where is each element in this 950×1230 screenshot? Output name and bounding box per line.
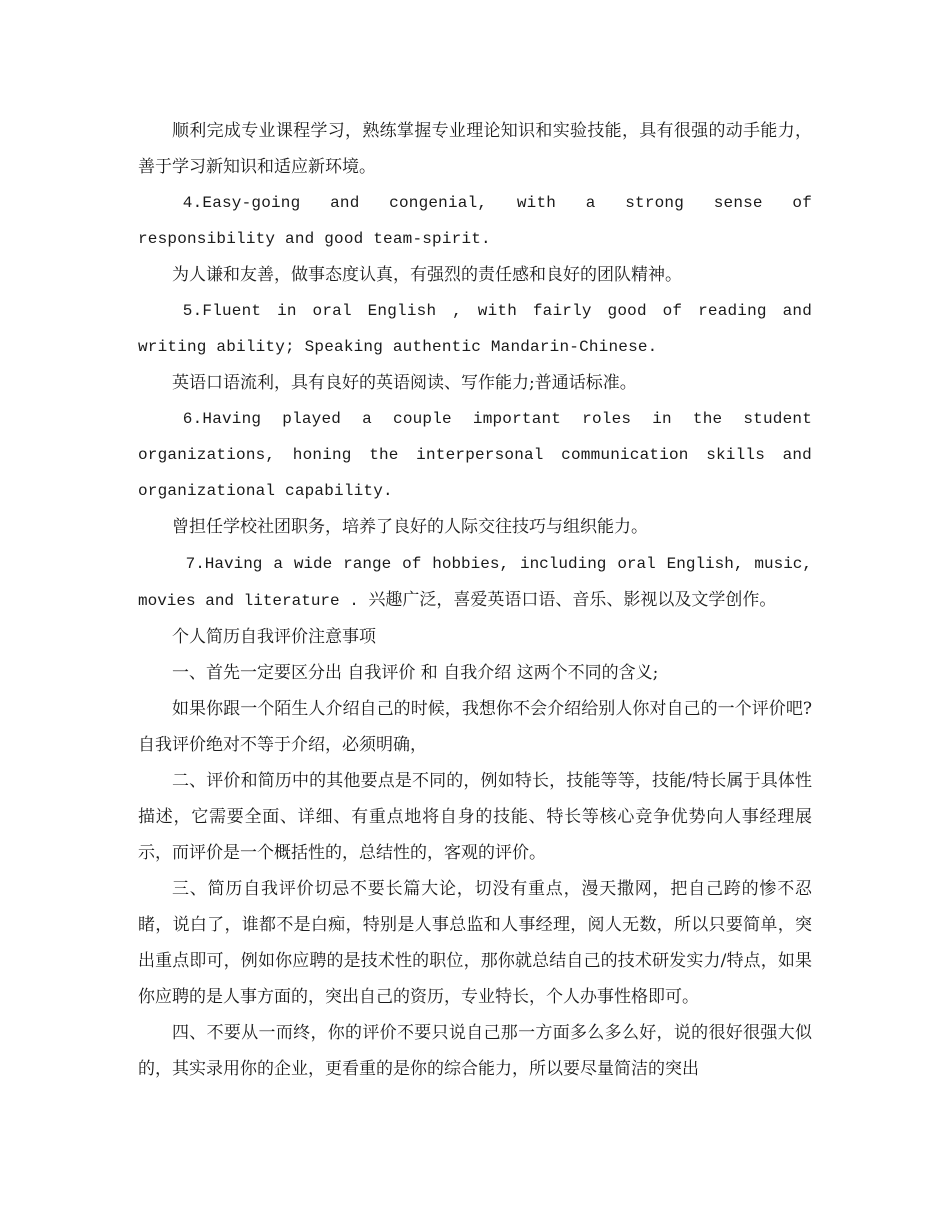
paragraph-student-orgs-cn: 曾担任学校社团职务，培养了良好的人际交往技巧与组织能力。 [172,517,648,537]
paragraph-point-three: 三、简历自我评价切忌不要长篇大论，切没有重点，漫天撒网，把自己跨的惨不忍睹，说白了，谁都不是白痴，特别是人事总监和人事经理，阅人无数，所以只要简单，突出重点即可，例如你应聘的是技术性的职位，那你就总结自己的技术研发实力/特点，如果你应聘的是人事方面的，突出自己的资历，专业特长，个人办事性格即可。 [138,879,812,1007]
paragraph-point-one: 一、首先一定要区分出 自我评价 和 自我介绍 这两个不同的含义; [172,663,659,683]
paragraph-point-four: 四、不要从一而终，你的评价不要只说自己那一方面多么多么好，说的很好很强大似的，其实录用你的企业，更看重的是你的综合能力，所以要尽量简洁的突出 [138,1023,812,1079]
paragraph-easy-going-en: 4.Easy-going and congenial, with a strong sense of responsibility and good team-spirit. [138,194,812,248]
paragraph-study-ability: 顺利完成专业课程学习，熟练掌握专业理论知识和实验技能，具有很强的动手能力，善于学习新知识和适应新环境。 [138,121,812,177]
paragraph-hobbies-cn: 兴趣广泛，喜爱英语口语、音乐、影视以及文学创作。 [368,590,777,610]
document-page [138,113,812,1087]
paragraph-hobbies-en: 7.Having a wide range of hobbies, including oral English, music, movies and literature . [138,555,812,610]
paragraph-student-orgs-en: 6.Having played a couple important roles in the student organizations, honing the interpersonal communication skills and organizational capability. [138,410,812,500]
section-heading-notes: 个人简历自我评价注意事项 [172,627,376,647]
paragraph-stranger-intro: 如果你跟一个陌生人介绍自己的时候，我想你不会介绍给别人你对自己的一个评价吧?自我评价绝对不等于介绍，必须明确， [138,699,812,755]
paragraph-english-fluent-cn: 英语口语流利，具有良好的英语阅读、写作能力;普通话标准。 [172,373,637,393]
paragraph-easy-going-cn: 为人谦和友善，做事态度认真，有强烈的责任感和良好的团队精神。 [172,265,682,285]
paragraph-english-fluent-en: 5.Fluent in oral English , with fairly good of reading and writing ability; Speaking authentic Mandarin-Chinese. [138,302,812,356]
paragraph-point-two: 二、评价和简历中的其他要点是不同的，例如特长，技能等等，技能/特长属于具体性描述，它需要全面、详细、有重点地将自身的技能、特长等核心竞争优势向人事经理展示，而评价是一个概括性的，总结性的，客观的评价。 [138,771,812,863]
paragraph-hobbies [138,545,812,619]
